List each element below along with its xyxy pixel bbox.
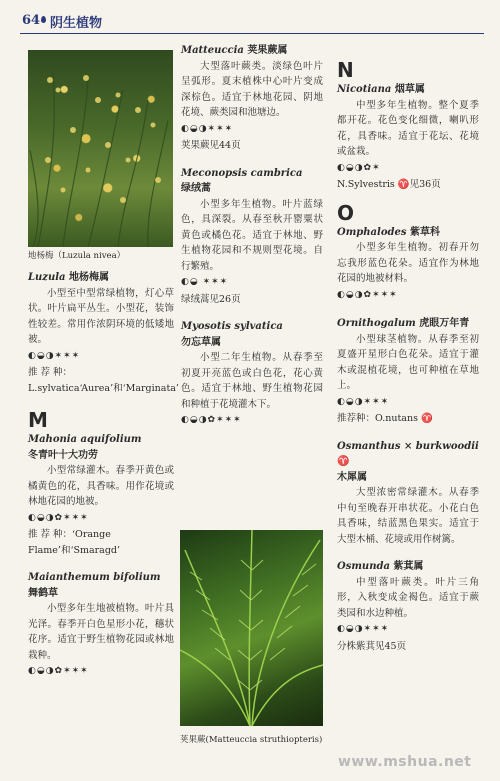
osmunda-care-icons: ◐◒◑✶✶✶ <box>337 624 390 634</box>
nicotiana-see: N.Sylvestris ♈见36页 <box>337 179 441 190</box>
omphalodes-latin: Omphalodes <box>337 226 407 238</box>
osmunda-latin: Osmunda <box>337 561 390 572</box>
mahonia-care-icons: ◐◒◑✿✶✶✶ <box>28 512 89 523</box>
drop-icon <box>41 16 46 23</box>
mahonia-latin: Mahonia aquifolium <box>28 434 142 445</box>
grass-stems-graphic <box>28 50 173 247</box>
letter-n: N <box>337 58 354 82</box>
matteuccia-cn: 荚果蕨属 <box>247 45 288 56</box>
luzula-photo-caption: 地杨梅（Luzula nivea） <box>28 251 126 261</box>
osmanthus-body: 大型浓密常绿灌木。从春季中旬至晚春开串状花。小花白色具香味，结蓝黑色果实。适宜于大型木桶、花境或用作树篱。 <box>337 487 479 545</box>
ornithogalum-latin: Ornithogalum <box>337 318 416 329</box>
osmanthus-heading <box>337 439 479 470</box>
ornithogalum-care-icons: ◐◒◑✶✶✶ <box>337 396 390 407</box>
column-middle <box>181 43 323 430</box>
meconopsis-see: 绿绒蒿见26页 <box>181 293 241 305</box>
ornithogalum-heading <box>337 316 479 332</box>
letter-o: O <box>337 200 355 225</box>
myosotis-cn: 勿忘草属 <box>181 336 221 348</box>
omphalodes-cn: 紫草科 <box>409 226 440 238</box>
matteuccia-see: 荚果蕨见44页 <box>181 140 241 151</box>
osmanthus-latin: Osmanthus × burkwoodii <box>337 440 479 452</box>
column-left <box>28 50 179 681</box>
meconopsis-cn: 绿绒蒿 <box>181 183 211 194</box>
luzula-care-icons: ◐◒◑✶✶✶ <box>28 350 81 361</box>
osmanthus-cn: 木犀属 <box>337 471 367 483</box>
matteuccia-photo-caption: 荚果蕨(Matteuccia struthiopteris) <box>180 735 323 745</box>
section-title: 阴生植物 <box>50 16 103 31</box>
ornithogalum-body: 小型球茎植物。从春季至初夏盛开星形白色花朵。适宜于灌木或混植花境，也可种植在草地上。 <box>337 333 479 391</box>
matteuccia-photo <box>180 530 323 726</box>
matteuccia-body: 大型落叶蕨类。淡绿色叶片呈弧形。夏末植株中心叶片变成深棕色。适宜于林地花园、阴地花境、蕨类园和池塘边。 <box>181 60 323 118</box>
osmanthus-mark: ♈ <box>337 456 350 467</box>
matteuccia-latin: Matteuccia <box>181 45 244 56</box>
myosotis-latin: Myosotis sylvatica <box>181 321 283 332</box>
page-number: 64 <box>22 13 41 28</box>
letter-m: M <box>28 408 48 432</box>
omphalodes-heading <box>337 225 479 241</box>
omphalodes-care-icons: ◐◒◑✿✶✶✶ <box>337 289 398 300</box>
maianthemum-care-icons: ◐◒◑✿✶✶✶ <box>28 666 89 676</box>
watermark: www.mshua.net <box>338 754 472 770</box>
osmunda-see: 分株紫萁见45页 <box>337 640 407 652</box>
nicotiana-latin: Nicotiana <box>337 84 392 95</box>
luzula-latin: Luzula <box>28 272 66 283</box>
ornithogalum-recommend: 推荐种：O.nutans ♈ <box>337 413 433 424</box>
meconopsis-body: 小型多年生植物。叶片蓝绿色，具深裂。从春至秋开罂粟状黄色或橘色花。适宜于林地、野生植物花园和不规则型花境。自行繁殖。 <box>181 198 323 272</box>
luzula-body: 小型至中型常绿植物，灯心草状。叶片扁平丛生。小型花，装饰性较差。常用作浓阴环境的低矮地被。 <box>28 287 174 345</box>
matteuccia-heading <box>181 43 323 59</box>
luzula-recommend: 推 荐 种：L.sylvatica‘Aurea’和‘Marginata’ <box>28 367 179 394</box>
mahonia-recommend: 推 荐 种：‘Orange Flame’和‘Smaragd’ <box>28 529 121 556</box>
column-right <box>337 58 479 654</box>
nicotiana-heading <box>337 82 479 98</box>
maianthemum-latin: Maianthemum bifolium <box>28 572 161 583</box>
page-header <box>0 0 500 34</box>
ornithogalum-cn: 虎眼万年青 <box>419 318 470 329</box>
header-rule <box>20 33 484 34</box>
nicotiana-body: 中型多年生植物。整个夏季都开花。花色变化细微，喇叭形花，具香味。适宜于花坛、花境或盆栽。 <box>337 99 479 157</box>
omphalodes-body: 小型多年生植物。初春开勿忘我形蓝色花朵。适宜作为林地花园的地被材料。 <box>337 242 479 284</box>
nicotiana-cn: 烟草属 <box>394 84 425 95</box>
maianthemum-body: 小型多年生地被植物。叶片具光泽。春季开白色星形小花，穗状花序。适宜于野生植物花园或林地栽种。 <box>28 603 174 661</box>
fern-fronds-graphic <box>180 530 323 726</box>
mahonia-body: 小型常绿灌木。春季开黄色或橘黄色的花，具香味。用作花境或林地花园的地被。 <box>28 465 174 507</box>
matteuccia-care-icons: ◐◒◑✶✶✶ <box>181 123 234 134</box>
luzula-photo <box>28 50 173 247</box>
osmunda-heading <box>337 559 479 575</box>
maianthemum-cn: 舞鹤草 <box>28 587 58 599</box>
mahonia-cn: 冬青叶十大功劳 <box>28 449 98 461</box>
osmunda-body: 中型落叶蕨类。叶片三角形，入秋变成金褐色。适宜于蕨类园和水边种植。 <box>337 576 479 619</box>
luzula-heading <box>28 270 174 286</box>
myosotis-care-icons: ◐◒◑✿✶✶✶ <box>181 415 242 425</box>
meconopsis-latin: Meconopsis cambrica <box>181 167 303 179</box>
luzula-cn: 地杨梅属 <box>69 272 110 283</box>
osmunda-cn: 紫萁属 <box>393 561 424 572</box>
meconopsis-care-icons: ◐◒ ✶✶✶ <box>181 277 229 287</box>
myosotis-body: 小型二年生植物。从春季至初夏开亮蓝色或白色花，花心黄色。适宜于林地、野生植物花园和种植于花境灌木下。 <box>181 352 323 410</box>
nicotiana-care-icons: ◐◒◑✿✶ <box>337 162 381 173</box>
